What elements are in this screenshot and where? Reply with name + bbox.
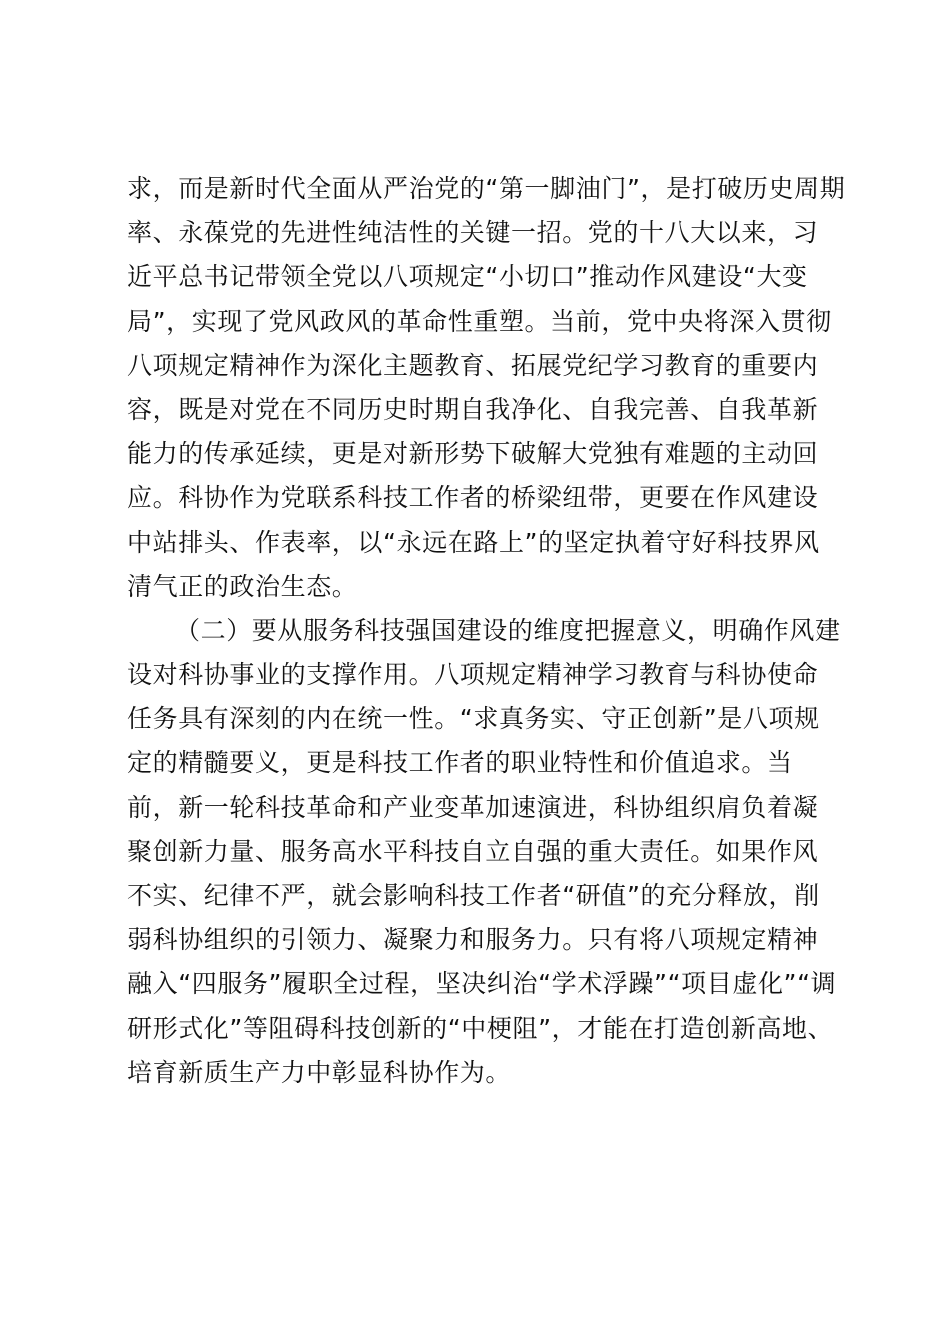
text-line: 培育新质生产力中彰显科协作为。: [127, 1057, 512, 1087]
document-body: [127, 167, 846, 1095]
text-line: 能力的传承延续，更是对新形势下破解大党独有难题的主动回: [127, 439, 819, 469]
paragraph-2: [127, 609, 841, 1095]
text-line: 局”，实现了党风政风的革命性重塑。当前，党中央将深入贯彻: [127, 306, 832, 336]
text-line: 融入“四服务”履职全过程，坚决纠治“学术浮躁”“项目虚化”“调: [127, 969, 837, 999]
text-line: 前，新一轮科技革命和产业变革加速演进，科协组织肩负着凝: [127, 792, 819, 822]
text-line: 定的精髓要义，更是科技工作者的职业特性和价值追求。当: [127, 748, 793, 778]
text-line: 八项规定精神作为深化主题教育、拓展党纪学习教育的重要内: [127, 350, 819, 380]
text-line: 应。科协作为党联系科技工作者的桥梁纽带，更要在作风建设: [127, 483, 819, 513]
text-line: 聚创新力量、服务高水平科技自立自强的重大责任。如果作风: [127, 836, 819, 866]
text-line: 任务具有深刻的内在统一性。“求真务实、守正创新”是八项规: [127, 704, 820, 734]
text-line: （二）要从服务科技强国建设的维度把握意义，明确作风建: [175, 615, 841, 645]
text-line: 求，而是新时代全面从严治党的“第一脚油门”，是打破历史周期: [127, 174, 846, 203]
text-line: 中站排头、作表率，以“永远在路上”的坚定执着守好科技界风: [127, 527, 820, 557]
text-line: 率、永葆党的先进性纯洁性的关键一招。党的十八大以来，习: [127, 218, 819, 248]
paragraph-1: [127, 167, 846, 609]
text-line: 不实、纪律不严，就会影响科技工作者“研值”的充分释放，削: [127, 881, 820, 910]
text-line: 设对科协事业的支撑作用。八项规定精神学习教育与科协使命: [127, 660, 819, 690]
text-line: 近平总书记带领全党以八项规定“小切口”推动作风建设“大变: [127, 262, 808, 292]
text-line: 清气正的政治生态。: [127, 571, 358, 601]
text-line: 容，既是对党在不同历史时期自我净化、自我完善、自我革新: [127, 394, 819, 424]
text-line: 弱科协组织的引领力、凝聚力和服务力。只有将八项规定精神: [127, 925, 819, 955]
text-line: 研形式化”等阻碍科技创新的“中梗阻”，才能在打造创新高地、: [127, 1013, 834, 1043]
